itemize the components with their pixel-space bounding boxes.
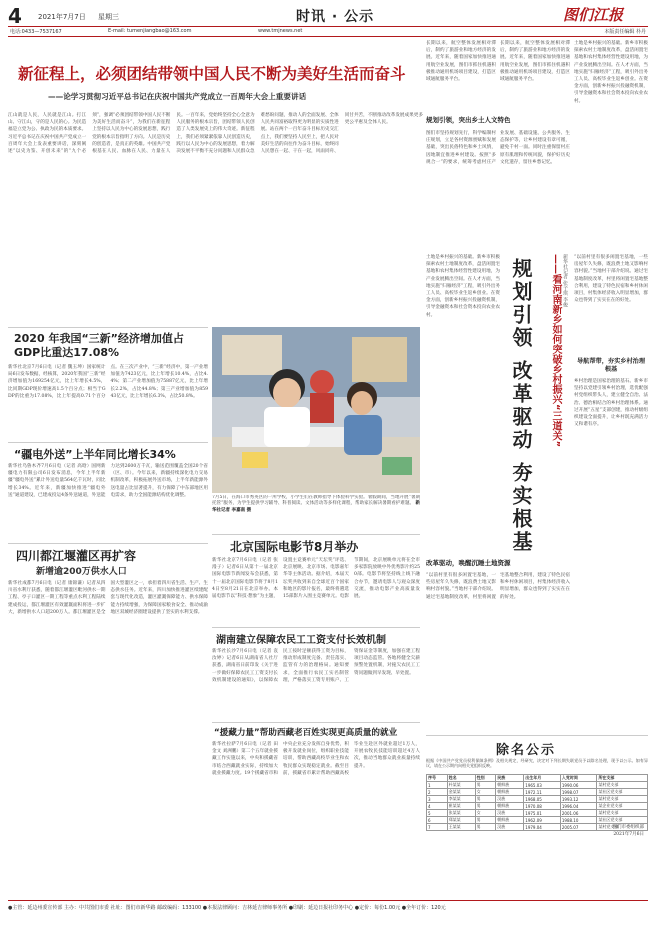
- gdp-article: [8, 327, 208, 437]
- power-article: [8, 442, 208, 540]
- notice-table-cell: 朝鲜族: [496, 782, 524, 789]
- feature-headline-block: [426, 254, 500, 550]
- notice-table-cell: 2: [427, 789, 448, 796]
- notice-table-cell: 入党时间: [560, 775, 597, 782]
- hunan-body: 新华社长沙7月6日电（记者 袁汝婷）记者6日从湖南省人社厅获悉，湖南省日前印发《关于进一步做好保障农民工工资支付长效机制建设的通知》，以保障农民工按时足额获得工资为目标，推动形成制度完备、责任落实、监管有力的治理格局。通知要求，全面推行农民工实名制管理，严格落实工资专用账户、工资保证金等制度，加强在建工程项目动态监管。各地将健全欠薪预警处置机制，对拖欠农民工工资问题做到早发现、早处置。: [212, 649, 420, 683]
- sichuan-article: [8, 543, 208, 839]
- notice-table-cell: 朝鲜族: [496, 803, 524, 810]
- right-subsection-title2: 改革驱动，唤醒沉睡土地资源: [426, 559, 511, 567]
- notice-table-row: [427, 810, 648, 817]
- issue-date: 2021年7月7日: [38, 13, 86, 21]
- notice-table-cell: 1968.05: [524, 796, 561, 803]
- notice-table-cell: 男: [475, 824, 496, 831]
- notice-table-cell: 朴某某: [447, 782, 475, 789]
- gdp-body: 新华社北京7月6日电（记者 魏玉坤）国家统计局6日发布数据，经核算，2020年我国“三新”经济增加值为169254亿元，比上年增长4.5%，比同期GDP现价增速高1.5个百分点；相当于GDP的比重为17.08%，比上年提高0.71个百分点。在三次产业中，“三新”经济中，第一产业增加值为7423亿元，比上年增长10.4%，占比4.4%；第二产业增加值为75887亿元，比上年增长2.2%，占比44.8%；第三产业增加值为85943亿元，比上年增长6.3%，占比50.8%。: [8, 365, 208, 399]
- notice-table-row: [427, 782, 648, 789]
- notice-table-cell: 朝鲜族: [496, 817, 524, 824]
- photo-caption: [212, 495, 420, 532]
- notice-table-cell: 4: [427, 803, 448, 810]
- notice-table-cell: 男: [475, 817, 496, 824]
- notice-table-cell: 性别: [475, 775, 496, 782]
- right-col-title: 导航帮带，夯实乡村治理根基: [576, 358, 646, 373]
- feature-credit: 新华社记者 张子琪 李俊: [562, 254, 568, 308]
- notice-table-cell: 某村党支部: [597, 782, 648, 789]
- name-notice: [426, 735, 648, 839]
- name-notice-date: 2021年7月6日: [613, 832, 644, 837]
- aid-article: [212, 722, 420, 839]
- aid-title: “援藏力量”帮助西藏老百姓实现更高质量的就业: [214, 728, 398, 738]
- notice-table-cell: 某社区党支部: [597, 789, 648, 796]
- right-feature: [426, 40, 648, 732]
- feature-headline: [506, 258, 542, 558]
- notice-table-cell: 汉族: [496, 810, 524, 817]
- notice-table-cell: 1998.07: [560, 789, 597, 796]
- sichuan-body: 新华社成都7月6日电（记者 康锦谦）记者从四川省水利厅获悉，随着都江堰灌区毗河供水一期工程、亭子口灌区一期工程等重点水利工程陆续建成投运，都江堰灌区有效灌溉面积将进一步扩大，新增供水人口超200万人。都江堰灌区是全国大型灌区之一，承担着四川省生活、生产、生态供水任务。近年来，四川加快推进灌区续建配套与现代化改造，灌区灌溉保障能力、供水保障能力持续增强，为保障国家粮食安全、推动成渝地区双城经济圈建设提供了坚实的水利支撑。: [8, 581, 208, 615]
- header-email[interactable]: E-mail: tumenjiangbao@163.com: [108, 28, 192, 34]
- notice-table-row: [427, 796, 648, 803]
- notice-table-cell: 1965.03: [524, 782, 561, 789]
- lead-article: [8, 50, 423, 323]
- notice-table-cell: 1979.04: [524, 824, 561, 831]
- page-footer: [8, 900, 648, 928]
- hunan-title: 湖南建立保障农民工工资支付长效机制: [216, 635, 386, 646]
- notice-table-cell: 汉族: [496, 824, 524, 831]
- notice-table-cell: 某村党支部: [597, 810, 648, 817]
- name-notice-table: [426, 774, 648, 831]
- header-website[interactable]: www.tmjnews.net: [258, 28, 303, 34]
- notice-table-cell: 郑某某: [447, 817, 475, 824]
- notice-table-cell: 2005.07: [560, 824, 597, 831]
- notice-table-cell: 男: [475, 796, 496, 803]
- film-body: 新华社北京7月6日电（记者 张漫子）记者6日从第十一届北京国际电影节新闻发布会获悉，第十一届北京国际电影节将于8月14日至8月21日在北京举办。本届电影节以“科技·想象”为主题，设置主竞赛单元“天坛奖”评选、北京展映、北京市场、电影嘉年华等主体活动。据介绍，本届天坛奖共收到来自全球近百个国家和地区的影片报名，最终将遴选15部影片入围主竞赛单元。电影节期间，北京展映单元将在全市多家影院放映中外优秀影片约250部。电影节将坚持线上线下融合办节，邀请电影人与观众深度交流，推动电影产业高质量发展。: [212, 558, 420, 600]
- notice-table-cell: 出生年月: [524, 775, 561, 782]
- issue-weekday: 星期三: [98, 13, 119, 21]
- footer-text: ●主管：延边州委宣传部 主办：中共图们市委 社址：图们市新华路 邮政编码：133100 ●本报法律顾问：吉林延吉律师事务所 ●印刷：延边日报社印务中心 ●定价：每份1.00元 ●全年订价：120元: [8, 905, 446, 911]
- name-notice-intro: 根据《中国共产党党员权利保障条例》及相关规定，经研究，决定对下列长期失联党员予以除名处理，现予以公示。如有异议，请在公示期内向相关党组织反映。: [426, 758, 648, 768]
- notice-table-row: [427, 803, 648, 810]
- sichuan-subtitle: 新增逾200万供水人口: [36, 567, 127, 577]
- notice-table-cell: 1972.11: [524, 789, 561, 796]
- notice-table-cell: 李某某: [447, 796, 475, 803]
- right-subsection-body2: “以前村里有很多闲置宅基地，一些房屋年久失修，既浪费土地又影响村容村貌。”当地村干部介绍说。通过宅基地制度改革，村里将闲置宅基地整合利用，建设了特色民宿和乡村休闲项目，村集体经济收入明显增加，群众也得到了实实在在的好处。: [426, 573, 570, 600]
- notice-table-cell: 某村党支部: [597, 824, 648, 831]
- notice-table-cell: 民族: [496, 775, 524, 782]
- notice-table-cell: 崔某某: [447, 803, 475, 810]
- notice-table-cell: 1962.09: [524, 817, 561, 824]
- notice-table-cell: 某村党支部: [597, 796, 648, 803]
- page-number: 4: [8, 4, 22, 28]
- notice-table-cell: 6: [427, 817, 448, 824]
- notice-table-cell: 5: [427, 810, 448, 817]
- page-header: [8, 4, 648, 38]
- notice-table-cell: 1996.04: [560, 803, 597, 810]
- notice-table-cell: 7: [427, 824, 448, 831]
- hunan-article: [212, 627, 420, 719]
- aid-body: 新华社拉萨7月6日电（记者 田金文 刘洲鹏）第二个五年就业援藏工作实施以来，中央和援藏省市结合西藏就业实际，持续加大就业援藏力度。19个援藏省市和中央企业充分发挥自身优势，积极开发就业岗位，组织职业技能培训，帮助西藏高校毕业生和农牧民群众实现稳定就业。截至目前，援藏省市累计帮助西藏高校毕业生赴区外就业超过1万人，开展农牧民技能培训超过4万人次，推动当地群众就业质量持续提升。: [212, 742, 420, 776]
- notice-table-cell: 1993.12: [560, 796, 597, 803]
- right-col-body: 乡村治理是国家治理的基石。新乡市坚持以党建引领乡村治理，选优配强村党组织带头人，建立健全自治、法治、德治相结合的乡村治理体系。通过开展“五星”支部创建，推动村级组织建设全面提升，让乡村既充满活力又和谐有序。: [574, 379, 648, 428]
- feature-body-col1: 土地是乡村振兴的基础。新乡市积极探索农村土地制度改革，盘活闲置宅基地和农村集体经营性建设用地，为产业发展腾出空间。在人才方面，当地实施“归雁经济”工程，吸引外出务工人员、高校毕业生返乡创业。在资金方面，创新乡村振兴投融资机制，引导金融资本和社会资本投向农业农村。: [426, 255, 500, 318]
- notice-table-cell: 1988.10: [560, 817, 597, 824]
- notice-table-cell: 姓名: [447, 775, 475, 782]
- notice-table-cell: 2001.06: [560, 810, 597, 817]
- lead-body: 江山就是人民，人民就是江山。打江山、守江山，守的是人民的心。为民造福是立党为公、执政为民的本质要求。习近平总书记在庆祝中国共产党成立一百周年大会上发表重要讲话，深刻阐述“以史为鉴、开创未来”的“九个必须”，强调“必须团结带领中国人民不断为美好生活而奋斗”，为我们在新征程上坚持以人民为中心的发展思想，践行党的根本宗旨指明了方向。人民是历史的创造者，是真正的英雄。中国共产党根基在人民、血脉在人民、力量在人民。一百年来，党始终坚持全心全意为人民服务的根本宗旨，团结带领人民创造了人类发展史上的伟大奇迹。新征程上，我们必须紧紧依靠人民创造历史，践行以人民为中心的发展思想，着力解决发展不平衡不充分问题和人民群众急难愁盼问题，推动人的全面发展、全体人民共同富裕取得更为明显的实质性进展。站在两个一百年奋斗目标历史交汇点上，我们要坚持人民至上，把人民对美好生活的向往作为奋斗目标，始终同人民想在一起、干在一起，风雨同舟、同甘共苦，不断推动改革发展成果更多更公平惠及全体人民。: [8, 113, 423, 155]
- film-title: 北京国际电影节8月举办: [230, 540, 359, 554]
- notice-table-cell: 序号: [427, 775, 448, 782]
- notice-table-cell: 男: [475, 803, 496, 810]
- notice-table-cell: 某社区党支部: [597, 817, 648, 824]
- name-notice-signer: 图们市委组织部: [612, 825, 644, 830]
- feature-subhead: [548, 254, 572, 554]
- notice-table-header: [427, 775, 648, 782]
- gdp-title: 2020 年我国“三新”经济增加值占GDP比重达17.08%: [14, 332, 184, 359]
- header-phone: 电话:0433—7537167: [10, 29, 62, 35]
- notice-table-cell: 女: [475, 810, 496, 817]
- classroom-photo: [212, 327, 420, 493]
- name-notice-title: 除名公示: [496, 743, 557, 758]
- power-title: “疆电外送”上半年同比增长34%: [14, 448, 176, 461]
- notice-table-cell: 张某某: [447, 810, 475, 817]
- lead-subtitle: ——论学习贯彻习近平总书记在庆祝中国共产党成立一百周年大会上重要讲话: [48, 92, 307, 101]
- photo-caption-text: 7月5日，在海口市秀英区的一所学校，小学生们在教师指导下体验科学实验。暑假期间，当地开展“暑期托管”服务，为学生提供学习辅导、科普阅读、文体活动等多样化课程，帮助家长解决暑期看护难题。: [212, 495, 420, 507]
- right-top-body: 长期以来，航空整体发展相对滞后，制约了旅游业和地方经济的发展。近年来，随着国家加快推进通用航空业发展，图们市抓住机遇积极推动通用机场项目建设，打造区域通航服务平台。: [426, 41, 496, 83]
- notice-table-cell: 1975.01: [524, 810, 561, 817]
- notice-table-cell: 所在支部: [597, 775, 648, 782]
- power-body: 新华社乌鲁木齐7月6日电（记者 高晗）国网新疆电力有限公司6日发布消息，今年上半年新疆“疆电外送”累计外送电量564亿千瓦时，同比增长34%。近年来，新疆加快推进“疆电外送”通道建设，已建成投运4条外送通道，外送能力达到2600万千瓦，输送范围覆盖全国20个省（区、市）。今年以来，新疆持续深化电力交易机制改革，积极拓展外送市场，上半年新能源外送电量占比显著提升，有力保障了中东部地区用电需求，助力全国能源结构优化调整。: [8, 464, 208, 498]
- notice-table-row: [427, 817, 648, 824]
- notice-table-cell: 朝鲜族: [496, 789, 524, 796]
- photo-block: [212, 327, 420, 532]
- notice-table-cell: 3: [427, 796, 448, 803]
- right-far-col-top: 土地是乡村振兴的基础。新乡市积极探索农村土地制度改革，盘活闲置宅基地和农村集体经营性建设用地，为产业发展腾出空间。在人才方面，当地实施“归雁经济”工程，吸引外出务工人员、高校毕业生返乡创业。在资金方面，创新乡村振兴投融资机制，引导金融资本和社会资本投向农业农村。: [574, 41, 648, 104]
- film-article: [212, 534, 420, 624]
- header-info-bar: [8, 26, 648, 37]
- photo-credit: 新华社记者 李嘉南 摄: [212, 501, 420, 513]
- notice-table-cell: 1970.08: [524, 803, 561, 810]
- right-subsection-title: 规划引领，突出乡土人文特色: [426, 116, 511, 124]
- feature-subhead-text: ——看河南新乡如何突破乡村振兴“三道关”: [550, 254, 561, 448]
- notice-table-cell: 女: [475, 789, 496, 796]
- notice-table-cell: 汉族: [496, 796, 524, 803]
- notice-table-row: [427, 789, 648, 796]
- sichuan-title: 四川都江堰灌区再扩容: [16, 549, 137, 563]
- notice-table-cell: 男: [475, 782, 496, 789]
- feature-headline-text: 规划引领 改革驱动 夯实根基: [509, 258, 533, 554]
- header-editor: 本版责任编辑 朴丹: [604, 29, 646, 35]
- notice-table-cell: 金某某: [447, 789, 475, 796]
- right-top-body-b: 长期以来，航空整体发展相对滞后，制约了旅游业和地方经济的发展。近年来，随着国家加快推进通用航空业发展，图们市抓住机遇积极推动通用机场项目建设，打造区域通航服务平台。: [500, 41, 570, 83]
- notice-table-cell: 1: [427, 782, 448, 789]
- notice-table-cell: 某企业党支部: [597, 803, 648, 810]
- notice-table-cell: 1990.06: [560, 782, 597, 789]
- section-title: 时讯 · 公示: [296, 9, 375, 25]
- lead-title: 新征程上，必须团结带领中国人民不断为美好生活而奋斗: [18, 65, 406, 83]
- right-subsection-body: 图们市坚持规划先行，科学编制村庄规划，立足各村资源禀赋和发展基础，突出民俗特色和乡土风情，因地制宜推进乡村建设。按照“多规合一”的要求，统筹考虑村庄产业发展、基础设施、公共服务、生态保护等，让乡村建设有章可循，避免千村一面。同时注重保留村庄原有肌理和传统风貌，保护好历史文化遗存，留住乡愁记忆。: [426, 131, 570, 165]
- right-far-col-mid: “以前村里有很多闲置宅基地，一些房屋年久失修，既浪费土地又影响村容村貌。”当地村干部介绍说。通过宅基地制度改革，村里将闲置宅基地整合利用，建设了特色民宿和乡村休闲项目，村集体经济收入明显增加，群众也得到了实实在在的好处。: [574, 255, 648, 304]
- notice-table-cell: 王某某: [447, 824, 475, 831]
- newspaper-logo: 图们江报: [563, 6, 624, 24]
